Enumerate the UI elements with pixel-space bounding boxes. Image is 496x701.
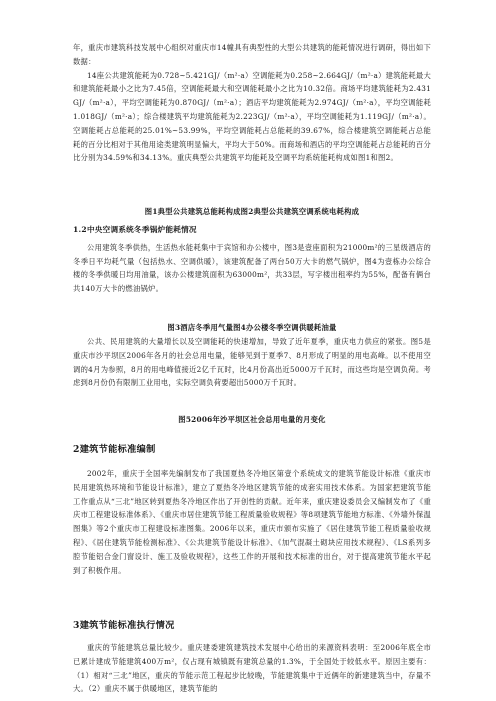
- figure-caption-3-4: 图3酒店冬季用气量图4办公楼冬季空调供暖耗油量: [167, 323, 337, 332]
- paragraph-power: 公共、民用建筑的大量增长以及空调能耗的快速增加，导致了近年夏季，重庆电力供应的紧张。图5是重庆市沙平坝区2006年各月的社会总用电量，能够见到于夏季7、8月形成了明显的用电高峰。以不使用空调的4月为参照，8月的用电峰值接近2亿千瓦时，比4月份高出近5000万千瓦时，而这些均是空调负荷。考虑到8月份仍有限制工业用电，实际空调负荷要超出5000万千瓦时。: [73, 337, 431, 388]
- figure-caption-5: 图52006年沙平坝区社会总用电量的月变化: [178, 415, 326, 424]
- paragraph-implementation: 重庆的节能建筑总量比较少。重庆建委建筑建筑技术发展中心给出的来源资料表明：至2006年底全市已累计建成节能建筑400万m²，仅占现有城镇既有建筑总量的1.3%，于全国处于较低水平。原因主要有：（1）相对“三北”地区，重庆的节能示范工程起步比较晚，节能建筑集中于近俩年的新建建筑当中，存量不大。（2）重庆不属于供暖地区，建筑节能的: [73, 643, 431, 694]
- paragraph-standards: 2002年，重庆于全国率先编制发布了我国夏热冬冷地区第壹个系统成文的建筑节能设计标准《重庆市民用建筑热环境和节能设计标准》，建立了夏热冬冷地区建筑节能的成套实用技术体系。为国家把建筑节能工作重点从“三北”地区转到夏热冬冷地区作出了开创性的贡献。近年来，重庆建设委员会又编制发布了《重庆市工程建设标准体系》、《重庆市居住建筑节能工程质量验收规程》等8项建筑节能地方标准、《外墙外保温图集》等2个重庆市工程建设标准图集。2006年以来，重庆市颁布实施了《居住建筑节能工程质量验收规程》、《居住建筑节能检测标准》、《公共建筑节能设计标准》、《加气混凝土砌块应用技术规程》、《LS系列多腔节能铝合金门窗设计、施工及验收规程》，这些工作的开展和技术标准的出台，对于提高建筑节能水平起到了积极作用。: [73, 469, 431, 575]
- intro-section: [73, 41, 431, 165]
- implementation-section: [73, 619, 431, 696]
- section-heading-2: 2建筑节能标准编制: [73, 444, 156, 455]
- power-section: [73, 335, 431, 390]
- paragraph-survey-intro: 年，重庆市建筑科技发展中心组织对重庆市14幢具有典型性的大型公共建筑的能耗情况进行调研，得出如下数据：: [73, 43, 431, 66]
- boiler-section: [73, 223, 431, 296]
- figure-caption-1-2: 图1典型公共建筑总能耗构成图2典型公共建筑空调系统电耗构成: [144, 207, 360, 216]
- standards-section: [73, 443, 431, 577]
- section-heading-1-2: 1.2中央空调系统冬季锅炉能耗情况: [73, 225, 197, 234]
- paragraph-energy-data: 14座公共建筑能耗为0.728~5.421GJ/（m²·a）空调能耗为0.258~2.664GJ/（m²·a）建筑能耗最大和建筑能耗最小之比为7.45倍，空调能耗最大和空调能耗最小之比为10.32倍。商场平均建筑能耗为2.431GJ/（m²·a），平均空调能耗为0.870GJ/（m²·a）；酒店平均建筑能耗为2.974GJ/（m²·a），平均空调能耗1.018GJ/（m²·a）；综合楼建筑平均建筑能耗为2.223GJ/（m²·a），平均空调能耗为1.119GJ/（m²·a）。空调能耗占总能耗的25.01%~53.99%，平均空调能耗占总能耗的39.67%，综合楼建筑空调能耗占总能耗的百分比相对于其他用途类建筑明显偏大，平均大于50%。而商场和酒店的平均空调能耗占总能耗的百分比分别为34.59%和34.13%。重庆典型公共建筑平均能耗及空调平均系统能耗构成如图1和图2。: [73, 70, 431, 163]
- section-heading-3: 3建筑节能标准执行情况: [73, 620, 175, 631]
- paragraph-boiler: 公用建筑冬季供热，生活热水能耗集中于宾馆和办公楼中，图3是壹座面积为21000m²的三星级酒店的冬季日平均耗气量（包括热水、空调供暖），该建筑配备了两台50万大卡的燃气锅炉，图4为壹栋办公综合楼的冬季供暖日均用油量，该办公楼建筑面积为63000m²，共33层，写字楼出租率约为55%，配备有俩台共140万大卡的燃油锅炉。: [73, 242, 431, 294]
